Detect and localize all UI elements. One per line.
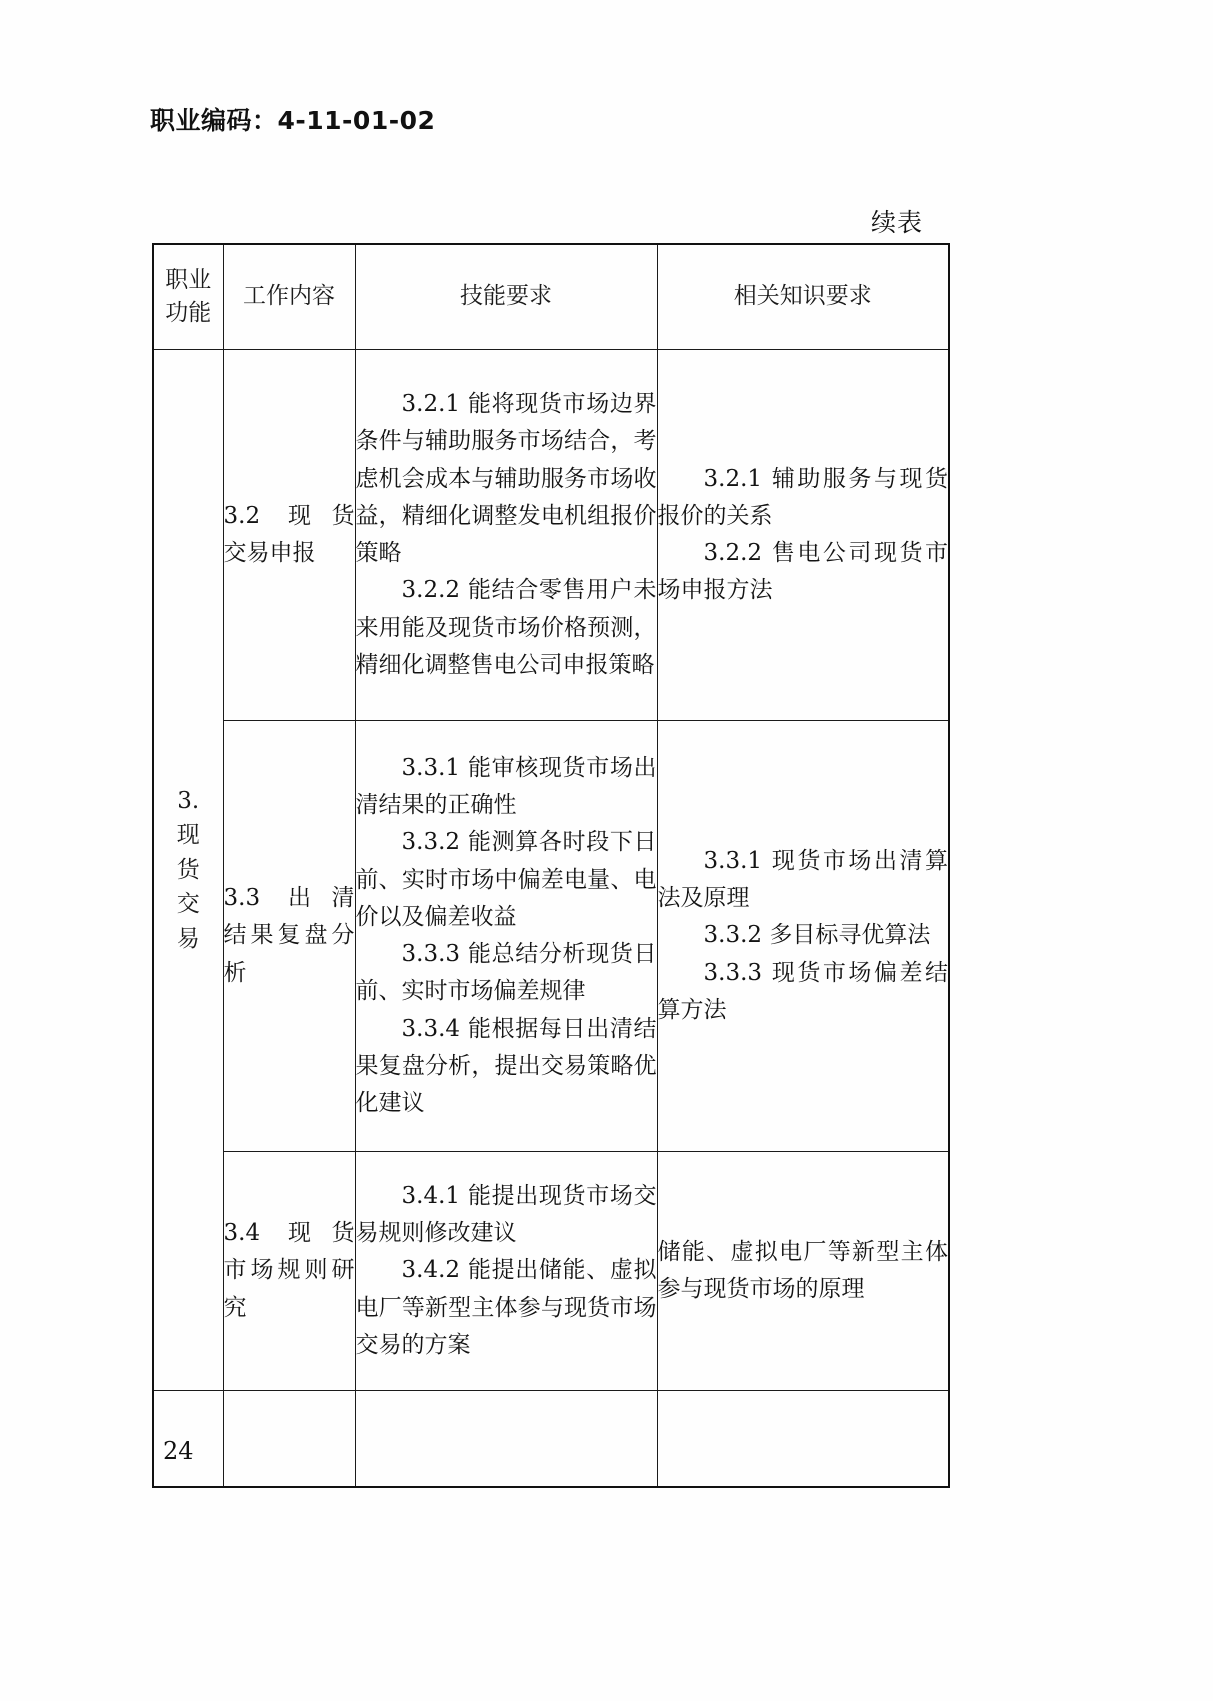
table-header-row [153,244,949,350]
page-number: 24 [163,1437,194,1465]
skill-item: 3.3.3 能总结分析现货日前、实时市场偏差规律 [355,941,657,1005]
knowledge-item: 3.2.1 辅助服务与现货报价的关系 [657,465,948,529]
work-content-line: 析 [223,959,247,986]
work-content-line: 究 [223,1294,247,1321]
table-row [153,721,949,1152]
skill-item: 3.2.2 能结合零售用户未来用能及现货市场价格预测，精细化调整售电公司申报策略 [355,577,657,678]
knowledge-item: 3.2.2 售电公司现货市场申报方法 [657,540,948,604]
skill-requirements-cell [355,1152,657,1391]
knowledge-requirements-cell [657,721,949,1152]
knowledge-item: 储能、虚拟电厂等新型主体参与现货市场的原理 [657,1238,948,1302]
header-cell-function [153,244,223,350]
header-cell-skill-requirements: 技能要求 [355,244,657,350]
work-content-line: 交易申报 [223,540,316,566]
function-char-3: 交 [176,891,200,918]
function-cell-spot-trading [153,350,223,1391]
work-content-line: 结果复盘分 [223,922,355,949]
skill-requirements-cell [355,350,657,721]
function-char-4: 易 [176,925,200,952]
skill-item: 3.3.2 能测算各时段下日前、实时市场中偏差电量、电价以及偏差收益 [355,829,657,930]
table-row-empty [153,1391,949,1488]
knowledge-item: 3.3.1 现货市场出清算法及原理 [657,847,948,912]
occupation-spec-table [152,243,950,1488]
function-char-1: 现 [176,822,200,849]
work-content-cell [223,350,355,721]
header-cell-work-content: 工作内容 [223,244,355,350]
empty-cell-knowledge [657,1391,949,1488]
skill-requirements-cell [355,721,657,1152]
skill-item: 3.4.1 能提出现货市场交易规则修改建议 [355,1182,657,1247]
function-number: 3. [177,787,200,814]
work-content-line: 市场规则研 [223,1257,355,1284]
knowledge-requirements-cell [657,1152,949,1391]
skill-item: 3.4.2 能提出储能、虚拟电厂等新型主体参与现货市场交易的方案 [355,1257,657,1358]
work-content-line: 3.4 现货 [223,1220,355,1247]
work-content-line: 3.3 出清 [223,885,355,912]
empty-cell-skill [355,1391,657,1488]
skill-item: 3.3.4 能根据每日出清结果复盘分析，提出交易策略优化建议 [355,1015,657,1116]
work-content-line: 3.2 现货 [223,502,355,529]
occupation-code-header: 职业编码：4-11-01-02 [150,106,436,135]
knowledge-item: 3.3.2 多目标寻优算法 [703,922,931,949]
table-row [153,350,949,721]
skill-item: 3.2.1 能将现货市场边界条件与辅助服务市场结合，考虑机会成本与辅助服务市场收益，精细化调整发电机组报价策略 [355,391,657,566]
work-content-cell [223,1152,355,1391]
header-function-line1: 职业 [165,266,212,293]
knowledge-requirements-cell [657,350,949,721]
knowledge-item: 3.3.3 现货市场偏差结算方法 [657,959,948,1023]
header-cell-knowledge-requirements: 相关知识要求 [657,244,949,350]
table-row [153,1152,949,1391]
empty-cell-work [223,1391,355,1488]
header-function-line2: 功能 [165,300,212,326]
work-content-cell [223,721,355,1152]
continued-table-label: 续表 [870,208,923,237]
skill-item: 3.3.1 能审核现货市场出清结果的正确性 [355,754,657,818]
function-char-2: 货 [176,856,200,883]
